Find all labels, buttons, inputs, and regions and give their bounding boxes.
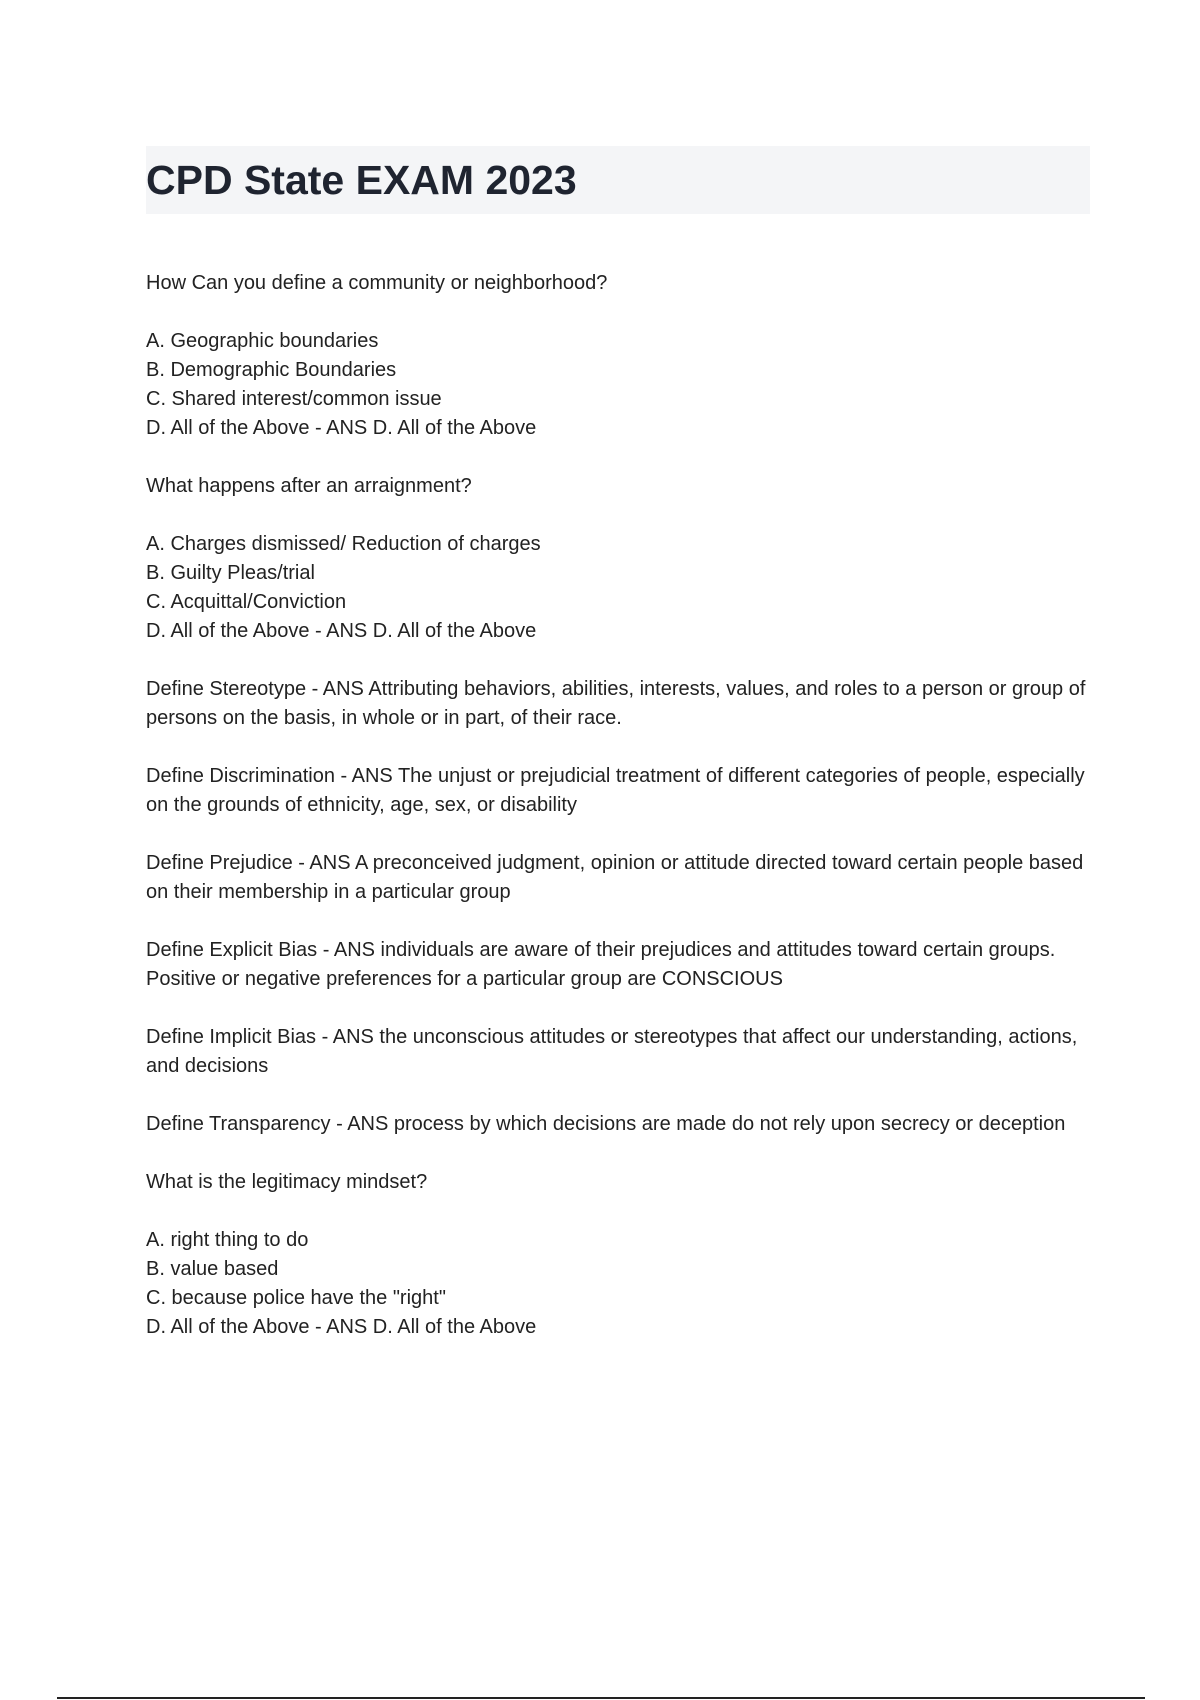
option: B. Guilty Pleas/trial [146, 562, 315, 584]
option: A. right thing to do [146, 1229, 309, 1251]
answer-options [146, 530, 1091, 646]
option: B. Demographic Boundaries [146, 359, 397, 381]
footer-divider [57, 1697, 1145, 1699]
option: C. Shared interest/common issue [146, 388, 442, 410]
definition-explicit-bias: Define Explicit Bias - ANS individuals are aware of their prejudices and attitudes toward certain groups. Positive or negative preferences for a particular group are CONSCIOUS [146, 939, 1056, 990]
definition-prejudice: Define Prejudice - ANS A preconceived judgment, opinion or attitude directed toward certain people based on their membership in a particular group [146, 852, 1084, 903]
option: B. value based [146, 1258, 279, 1280]
option: C. because police have the "right" [146, 1287, 446, 1309]
definition-transparency: Define Transparency - ANS process by which decisions are made do not rely upon secrecy or deception [146, 1113, 1066, 1135]
answer-options [146, 1226, 1091, 1342]
option-answer: D. All of the Above - ANS D. All of the Above [146, 1316, 537, 1338]
option: A. Charges dismissed/ Reduction of charges [146, 533, 541, 555]
option-answer: D. All of the Above - ANS D. All of the Above [146, 620, 537, 642]
answer-options [146, 327, 1091, 443]
definition-implicit-bias: Define Implicit Bias - ANS the unconscious attitudes or stereotypes that affect our understanding, actions, and decisions [146, 1026, 1078, 1077]
question-text: How Can you define a community or neighborhood? [146, 272, 608, 294]
question-text: What is the legitimacy mindset? [146, 1171, 428, 1193]
option: C. Acquittal/Conviction [146, 591, 347, 613]
definition-stereotype: Define Stereotype - ANS Attributing behaviors, abilities, interests, values, and roles to a person or group of persons on the basis, in whole or in part, of their race. [146, 678, 1086, 729]
title-banner [146, 146, 1090, 214]
document-title: CPD State EXAM 2023 [146, 157, 577, 203]
definition-discrimination: Define Discrimination - ANS The unjust or prejudicial treatment of different categories of people, especially on the grounds of ethnicity, age, sex, or disability [146, 765, 1085, 816]
option-answer: D. All of the Above - ANS D. All of the Above [146, 417, 537, 439]
document-body [146, 269, 1091, 1371]
option: A. Geographic boundaries [146, 330, 379, 352]
question-text: What happens after an arraignment? [146, 475, 472, 497]
